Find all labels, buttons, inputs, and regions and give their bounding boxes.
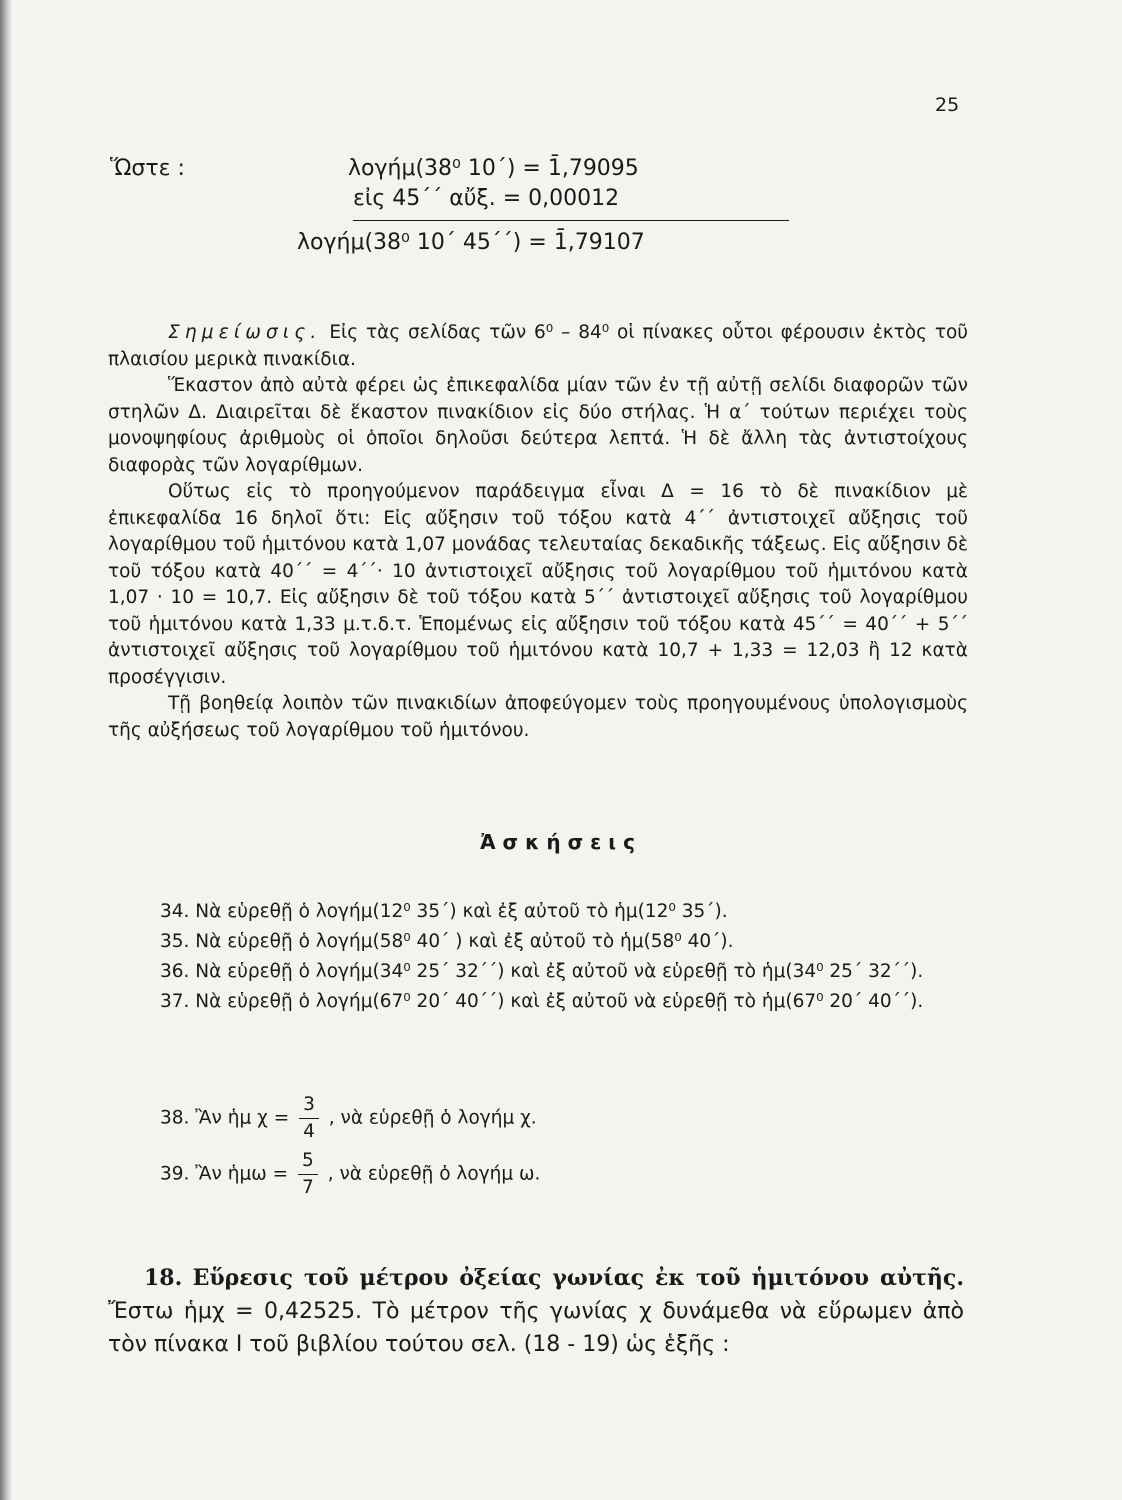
exercises-list bbox=[108, 897, 968, 1017]
page-number: 25 bbox=[935, 94, 960, 116]
note-paragraph: Οὕτως εἰς τὸ προηγούμενον παράδειγμα εἶναι Δ = 16 τὸ δὲ πινακίδιον μὲ ἐπικεφαλίδα 16 δηλοῖ ὅτι: Εἰς αὔξησιν τοῦ τόξου κατὰ 4΄΄ ἀντιστοιχεῖ αὔξησις τοῦ λογαρίθμου τοῦ ἡμιτόνου κατὰ 1,07 μονάδας τελευταίας δεκαδικῆς τάξεως. Εἰς αὔξησιν δὲ τοῦ τόξου κατὰ 40΄΄ = 4΄΄· 10 ἀντιστοιχεῖ αὔξησις τοῦ λογαρίθμου τοῦ ἡμιτόνου κατὰ 1,07 · 10 = 10,7. Εἰς αὔξησιν δὲ τοῦ τόξου κατὰ 5΄΄ ἀντιστοιχεῖ αὔξησις τοῦ λογαρίθμου τοῦ ἡμιτόνου κατὰ 1,33 μ.τ.δ.τ. Ἑπομένως εἰς αὔξησιν τοῦ τόξου κατὰ 45΄΄ = 40΄΄ + 5΄΄ ἀντιστοιχεῖ αὔξησις τοῦ λογαρίθμου τοῦ ἡμιτόνου κατὰ 10,7 + 1,33 = 12,03 ἢ 12 κατὰ προσέγγισιν. bbox=[108, 481, 968, 688]
exercise-item: 36. Νὰ εὑρεθῇ ὁ λογήμ(34⁰ 25΄ 32΄΄) καὶ ἐξ αὐτοῦ νὰ εὑρεθῇ τὸ ἡμ(34⁰ 25΄ 32΄΄). bbox=[160, 961, 924, 982]
fraction-denominator: 7 bbox=[302, 1177, 314, 1198]
section-18-paragraph bbox=[108, 1262, 964, 1361]
note-paragraph: Ἕκαστον ἀπὸ αὐτὰ φέρει ὡς ἐπικεφαλίδα μίαν τῶν ἐν τῇ αὐτῇ σελίδι διαφορῶν τῶν στηλῶν Δ. Διαιρεῖται δὲ ἕκαστον πινακίδιον εἰς δύο στήλας. Ἡ α΄ τούτων περιέχει τοὺς μονοψηφίους ἀριθμοὺς οἱ ὁποῖοι δηλοῦσι δεύτερα λεπτά. Ἡ δὲ ἄλλη τὰς ἀντιστοίχους διαφορὰς τῶν λογαρίθμων. bbox=[108, 375, 968, 476]
exercise-38-prefix: 38. Ἂν ἡμ χ = bbox=[160, 1107, 290, 1129]
calculation-row-1: λογήμ(38⁰ 10΄) = 1̄,79095 bbox=[348, 156, 639, 181]
sum-rule bbox=[353, 220, 789, 221]
section-18 bbox=[108, 1262, 964, 1361]
section-text: Ἔστω ἡμχ = 0,42525. Τὸ μέτρον τῆς γωνίας χ δυνάμεθα νὰ εὕρωμεν ἀπὸ τὸν πίνακα I τοῦ βιβλίου τούτου σελ. (18 - 19) ὡς ἑξῆς : bbox=[108, 1299, 964, 1357]
fraction-denominator: 4 bbox=[303, 1121, 315, 1142]
exercises-heading: Ἀσκήσεις bbox=[480, 830, 642, 854]
calculation-result: λογήμ(38⁰ 10΄ 45΄΄) = 1̄,79107 bbox=[297, 230, 645, 255]
note-paragraph: Τῇ βοηθείᾳ λοιπὸν τῶν πινακιδίων ἀποφεύγομεν τοὺς προηγουμένους ὑπολογισμοὺς τῆς αὐξήσεως τοῦ λογαρίθμου τοῦ ἡμιτόνου. bbox=[108, 693, 968, 741]
fraction-numerator: 5 bbox=[298, 1148, 318, 1175]
fraction bbox=[299, 1092, 319, 1145]
exercise-39-prefix: 39. Ἂν ἡμω = bbox=[160, 1163, 289, 1185]
calculation-row-2: εἰς 45΄΄ αὔξ. = 0,00012 bbox=[353, 186, 620, 211]
exercise-item: 35. Νὰ εὑρεθῇ ὁ λογήμ(58⁰ 40΄ ) καὶ ἐξ αὐτοῦ τὸ ἡμ(58⁰ 40΄). bbox=[160, 931, 734, 952]
note-label: Σημείωσις. bbox=[168, 322, 322, 343]
page-binding-edge bbox=[0, 0, 12, 1500]
fraction bbox=[298, 1148, 318, 1201]
exercise-39-suffix: , νὰ εὑρεθῇ ὁ λογήμ ω. bbox=[327, 1163, 541, 1185]
exercise-item: 37. Νὰ εὑρεθῇ ὁ λογήμ(67⁰ 20΄ 40΄΄) καὶ ἐξ αὐτοῦ νὰ εὑρεθῇ τὸ ἡμ(67⁰ 20΄ 40΄΄). bbox=[160, 991, 924, 1012]
fraction-numerator: 3 bbox=[299, 1092, 319, 1119]
log-calculation bbox=[110, 150, 710, 270]
exercise-39 bbox=[160, 1148, 540, 1201]
exercise-38-suffix: , νὰ εὑρεθῇ ὁ λογήμ χ. bbox=[328, 1107, 537, 1129]
exercise-38 bbox=[160, 1092, 537, 1145]
exercise-item: 34. Νὰ εὑρεθῇ ὁ λογήμ(12⁰ 35΄) καὶ ἐξ αὐτοῦ τὸ ἡμ(12⁰ 35΄). bbox=[160, 901, 728, 922]
calculation-label: Ὥστε : bbox=[110, 156, 185, 181]
note-paragraph bbox=[108, 320, 968, 373]
section-number: 18. bbox=[144, 1265, 183, 1291]
note-text: Εἰς τὰς σελίδας τῶν 6⁰ – 84⁰ οἱ πίνακες οὗτοι φέρουσιν ἐκτὸς τοῦ πλαισίου μερικὰ πινακίδια. bbox=[108, 322, 968, 370]
section-title: Εὕρεσις τοῦ μέτρου ὀξείας γωνίας ἐκ τοῦ ἡμιτόνου αὐτῆς. bbox=[192, 1265, 964, 1291]
note-section bbox=[108, 320, 968, 744]
